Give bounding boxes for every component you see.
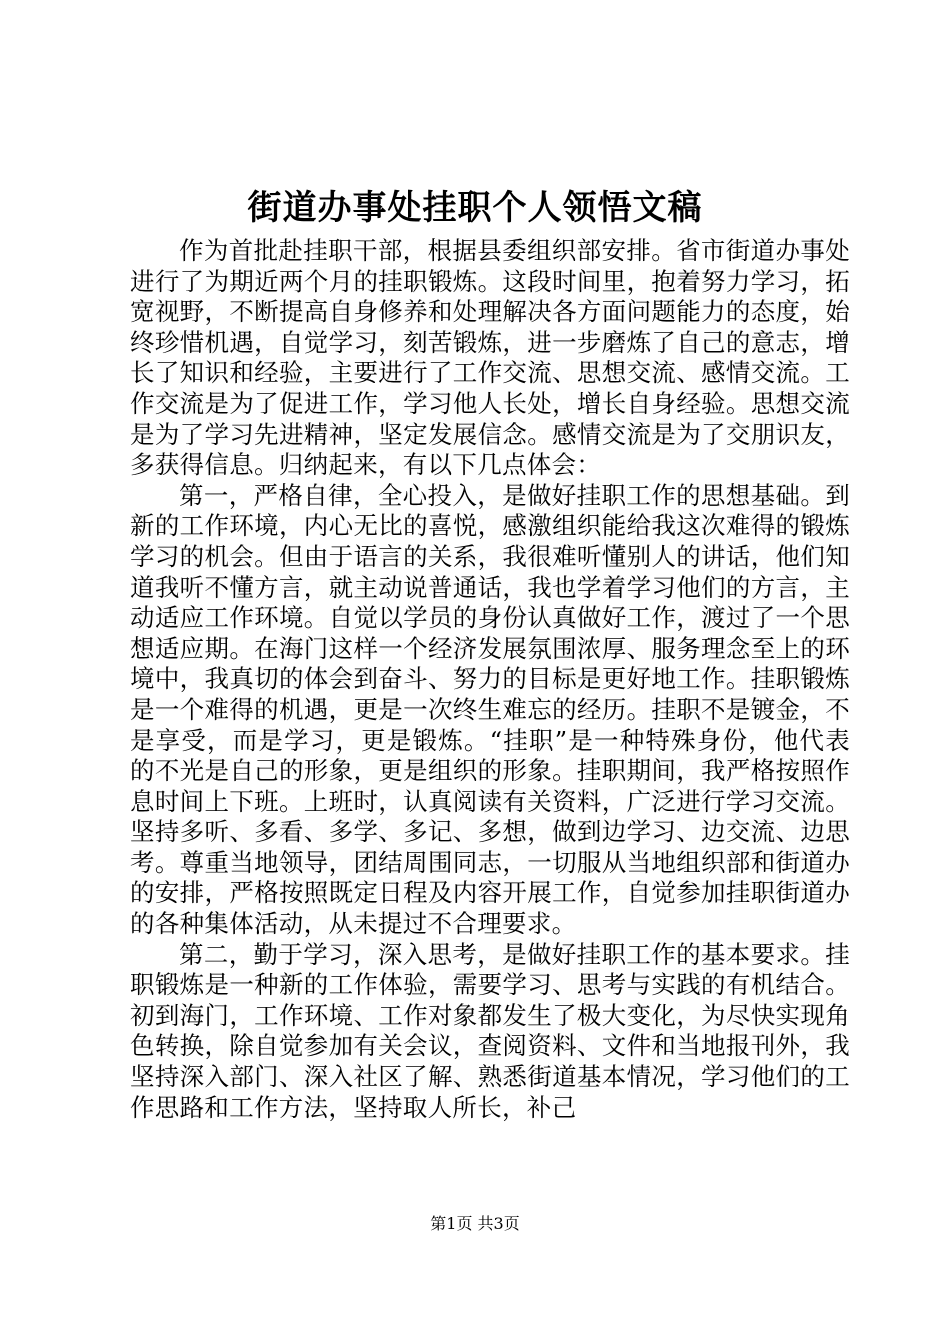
paragraph-intro: 作为首批赴挂职干部，根据县委组织部安排。省市街道办事处进行了为期近两个月的挂职锻炼。这段时间里，抱着努力学习，拓宽视野，不断提高自身修养和处理解决各方面问题能力的态度，始终珍惜机遇，自觉学习，刻苦锻炼，进一步磨炼了自己的意志，增长了知识和经验，主要进行了工作交流、思想交流、感情交流。工作交流是为了促进工作，学习他人长处，增长自身经验。思想交流是为了学习先进精神，坚定发展信念。感情交流是为了交朋识友，多获得信息。归纳起来，有以下几点体会： (130, 236, 850, 480)
document-body (130, 236, 850, 1123)
page-number-footer: 第1页 共3页 (430, 1214, 520, 1233)
document-title: 街道办事处挂职个人领悟文稿 (247, 188, 703, 228)
paragraph-point-two: 第二，勤于学习，深入思考，是做好挂职工作的基本要求。挂职锻炼是一种新的工作体验，需要学习、思考与实践的有机结合。初到海门，工作环境、工作对象都发生了极大变化，为尽快实现角色转换，除自觉参加有关会议，查阅资料、文件和当地报刊外，我坚持深入部门、深入社区了解、熟悉街道基本情况，学习他们的工作思路和工作方法，坚持取人所长，补己 (130, 939, 850, 1122)
paragraph-point-one: 第一，严格自律，全心投入，是做好挂职工作的思想基础。到新的工作环境，内心无比的喜悦，感激组织能给我这次难得的锻炼学习的机会。但由于语言的关系，我很难听懂别人的讲话，他们知道我听不懂方言，就主动说普通话，我也学着学习他们的方言，主动适应工作环境。自觉以学员的身份认真做好工作，渡过了一个思想适应期。在海门这样一个经济发展氛围浓厚、服务理念至上的环境中，我真切的体会到奋斗、努力的目标是更好地工作。挂职锻炼是一个难得的机遇，更是一次终生难忘的经历。挂职不是镀金，不是享受，而是学习，更是锻炼。“挂职”是一种特殊身份，他代表的不光是自己的形象，更是组织的形象。挂职期间，我严格按照作息时间上下班。上班时，认真阅读有关资料，广泛进行学习交流。坚持多听、多看、多学、多记、多想，做到边学习、边交流、边思考。尊重当地领导，团结周围同志，一切服从当地组织部和街道办的安排，严格按照既定日程及内容开展工作，自觉参加挂职街道办的各种集体活动，从未提过不合理要求。 (130, 480, 850, 939)
